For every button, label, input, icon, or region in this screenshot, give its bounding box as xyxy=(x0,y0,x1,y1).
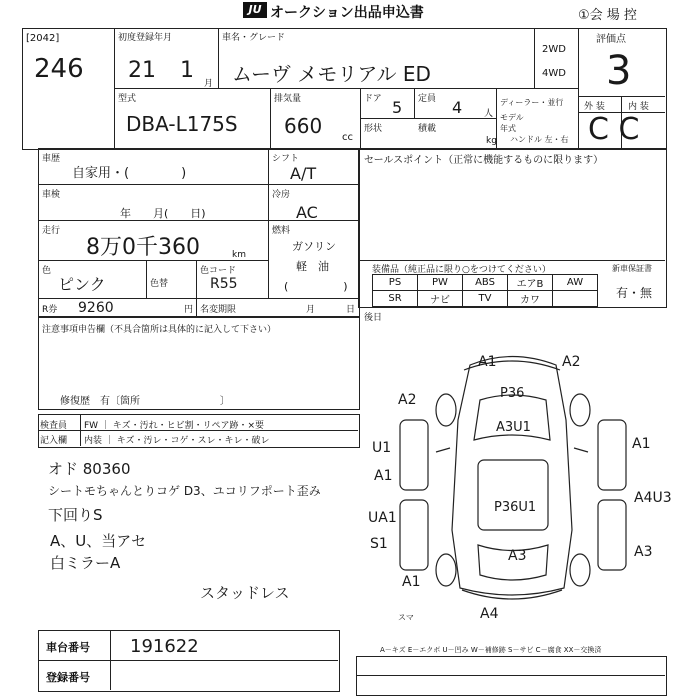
month-unit: 月 xyxy=(204,79,214,89)
model-year-label: モデル年式 xyxy=(500,113,524,133)
fuel-label: 燃料 xyxy=(272,226,291,236)
color-change-label: 色替 xyxy=(150,279,169,289)
inspection-label: 車検 xyxy=(42,190,61,200)
equipment-leather: カワ xyxy=(508,291,553,307)
mileage-value: 8万0千360 xyxy=(86,235,200,260)
copy-label: ①会 場 控 xyxy=(578,8,637,23)
drive-4wd: 4WD xyxy=(542,68,566,79)
inspector-checks-1: FW ｜ キズ・汚れ・ヒビ割・リペア跡・×要 xyxy=(84,421,264,431)
notes-title: 注意事項申告欄（不具合箇所は具体的に記入して下さい） xyxy=(42,325,277,335)
shift-label: シフト xyxy=(272,154,300,164)
cc-unit: cc xyxy=(342,132,353,143)
inspector-checks-2: 内装 ｜ キズ・汚レ・コゲ・スレ・キレ・破レ xyxy=(84,436,270,446)
displacement-label: 排気量 xyxy=(274,94,302,104)
warranty-label: 新車保証書 xyxy=(612,264,652,273)
damage-mark: A1 xyxy=(478,354,497,370)
equipment-tv: TV xyxy=(463,291,508,307)
form-title: オークション出品申込書 xyxy=(270,5,424,21)
after-date-label: 後日 xyxy=(364,313,383,323)
model-type-label: 型式 xyxy=(118,94,137,104)
sales-point-label: セールスポイント（正常に機能するものに限ります） xyxy=(364,155,604,166)
fuel-diesel: 軽 油 xyxy=(296,260,329,273)
damage-mark: A1 xyxy=(374,468,393,484)
recycle-label: R券 xyxy=(42,305,58,315)
damage-mark: A1 xyxy=(632,436,651,452)
name-change-day: 日 xyxy=(346,305,356,315)
equipment-table xyxy=(372,274,598,307)
interior-label: 内 装 xyxy=(628,102,649,112)
first-registration-label: 初度登録年月 xyxy=(118,33,173,43)
equipment-label: 装備品（純正品に限り○をつけてください） xyxy=(372,265,551,275)
car-name: ムーヴ メモリアル ED xyxy=(232,62,431,86)
rating-label: 評価点 xyxy=(596,34,626,45)
km-unit: km xyxy=(232,250,246,260)
registration-number-label: 登録番号 xyxy=(46,671,90,684)
chassis-number-value: 191622 xyxy=(130,636,199,657)
color-label: 色 xyxy=(42,266,52,276)
handwritten-note-4: A、U、当アセ xyxy=(50,532,147,550)
color-value: ピンク xyxy=(58,275,106,294)
equipment-sr: SR xyxy=(373,291,418,307)
equipment-blank xyxy=(553,291,598,307)
fuel-paren: ( ) xyxy=(284,280,348,293)
person-unit: 人 xyxy=(484,109,494,119)
doors-label: ドア xyxy=(364,94,382,104)
exterior-interior-value: C C xyxy=(588,112,640,147)
handle-label: ハンドル 左・右 xyxy=(510,135,569,144)
damage-mark: A4U3 xyxy=(634,490,672,506)
history-value: 自家用・( ) xyxy=(72,166,187,181)
damage-mark: A2 xyxy=(562,354,581,370)
inspection-date: 年 月( 日) xyxy=(120,207,206,220)
aircon-value: AC xyxy=(296,203,318,222)
damage-mark: UA1 xyxy=(368,510,397,526)
drive-2wd: 2WD xyxy=(542,44,566,55)
handwritten-note-6: スタッドレス xyxy=(200,584,290,602)
equipment-aw: AW xyxy=(553,275,598,291)
damage-mark: U1 xyxy=(372,440,392,456)
aircon-label: 冷房 xyxy=(272,190,291,200)
equipment-abs: ABS xyxy=(463,275,508,291)
warranty-choice: 有・無 xyxy=(616,286,653,300)
lot-number: 246 xyxy=(34,54,84,84)
chassis-number-label: 車台番号 xyxy=(46,641,90,654)
dealer-import-label: ディーラー・並行 xyxy=(500,98,564,107)
name-change-month: 月 xyxy=(306,305,316,315)
damage-mark: P36 xyxy=(500,386,525,401)
damage-mark: A3 xyxy=(634,544,653,560)
shape-label: 形状 xyxy=(364,124,383,134)
damage-mark: A1 xyxy=(402,574,421,590)
inspector-label-2: 記入欄 xyxy=(40,436,68,446)
capacity-value: 4 xyxy=(452,98,463,117)
load-label: 積載 xyxy=(418,124,437,134)
exterior-label: 外 装 xyxy=(584,102,605,112)
car-name-label: 車名・グレード xyxy=(222,33,286,43)
damage-mark: A2 xyxy=(398,392,417,408)
damage-mark: A3U1 xyxy=(496,420,531,435)
equipment-navi: ナビ xyxy=(418,291,463,307)
damage-mark: スマ xyxy=(398,613,414,622)
damage-legend: A－キズ E－エクボ U－凹み W－補修跡 S－サビ C－腐食 XX－交換済 xyxy=(380,646,602,654)
rating-value: 3 xyxy=(606,48,632,94)
handwritten-note-5: 白ミラーA xyxy=(50,554,121,572)
logo: JU xyxy=(243,2,267,18)
handwritten-note-1: オド 80360 xyxy=(48,460,131,478)
repair-history: 修復歴 有〔箇所 〕 xyxy=(60,396,230,407)
damage-mark: A3 xyxy=(508,548,527,564)
color-code-label: 色コード xyxy=(200,266,237,276)
fuel-gasoline: ガソリン xyxy=(292,240,336,253)
damage-mark: A4 xyxy=(480,606,499,622)
color-code-value: R55 xyxy=(210,276,238,292)
equipment-pw: PW xyxy=(418,275,463,291)
recycle-amount: 9260 xyxy=(78,300,114,316)
first-registration-month: 1 xyxy=(180,58,194,83)
history-label: 車歴 xyxy=(42,154,61,164)
mileage-label: 走行 xyxy=(42,226,61,236)
lot-code: [2042] xyxy=(26,33,60,44)
model-type: DBA-L175S xyxy=(126,112,238,136)
name-change-label: 名変期限 xyxy=(200,305,237,315)
displacement-value: 660 xyxy=(284,114,323,138)
capacity-label: 定員 xyxy=(418,94,437,104)
damage-mark: P36U1 xyxy=(494,500,537,515)
kg-unit: kg xyxy=(486,136,497,146)
handwritten-note-2: シートモちゃんとりコゲ D3、ユコリフポート歪み xyxy=(48,484,321,498)
damage-mark: S1 xyxy=(370,536,388,552)
first-registration-year: 21 xyxy=(128,58,156,83)
equipment-ps: PS xyxy=(373,275,418,291)
inspector-label-1: 検査員 xyxy=(40,421,68,431)
shift-value: A/T xyxy=(290,164,317,183)
equipment-airbag: エアB xyxy=(508,275,553,291)
yen-unit: 円 xyxy=(184,305,194,315)
doors-value: 5 xyxy=(392,98,403,117)
handwritten-note-3: 下回りS xyxy=(48,506,103,524)
measurement-block xyxy=(356,656,667,696)
